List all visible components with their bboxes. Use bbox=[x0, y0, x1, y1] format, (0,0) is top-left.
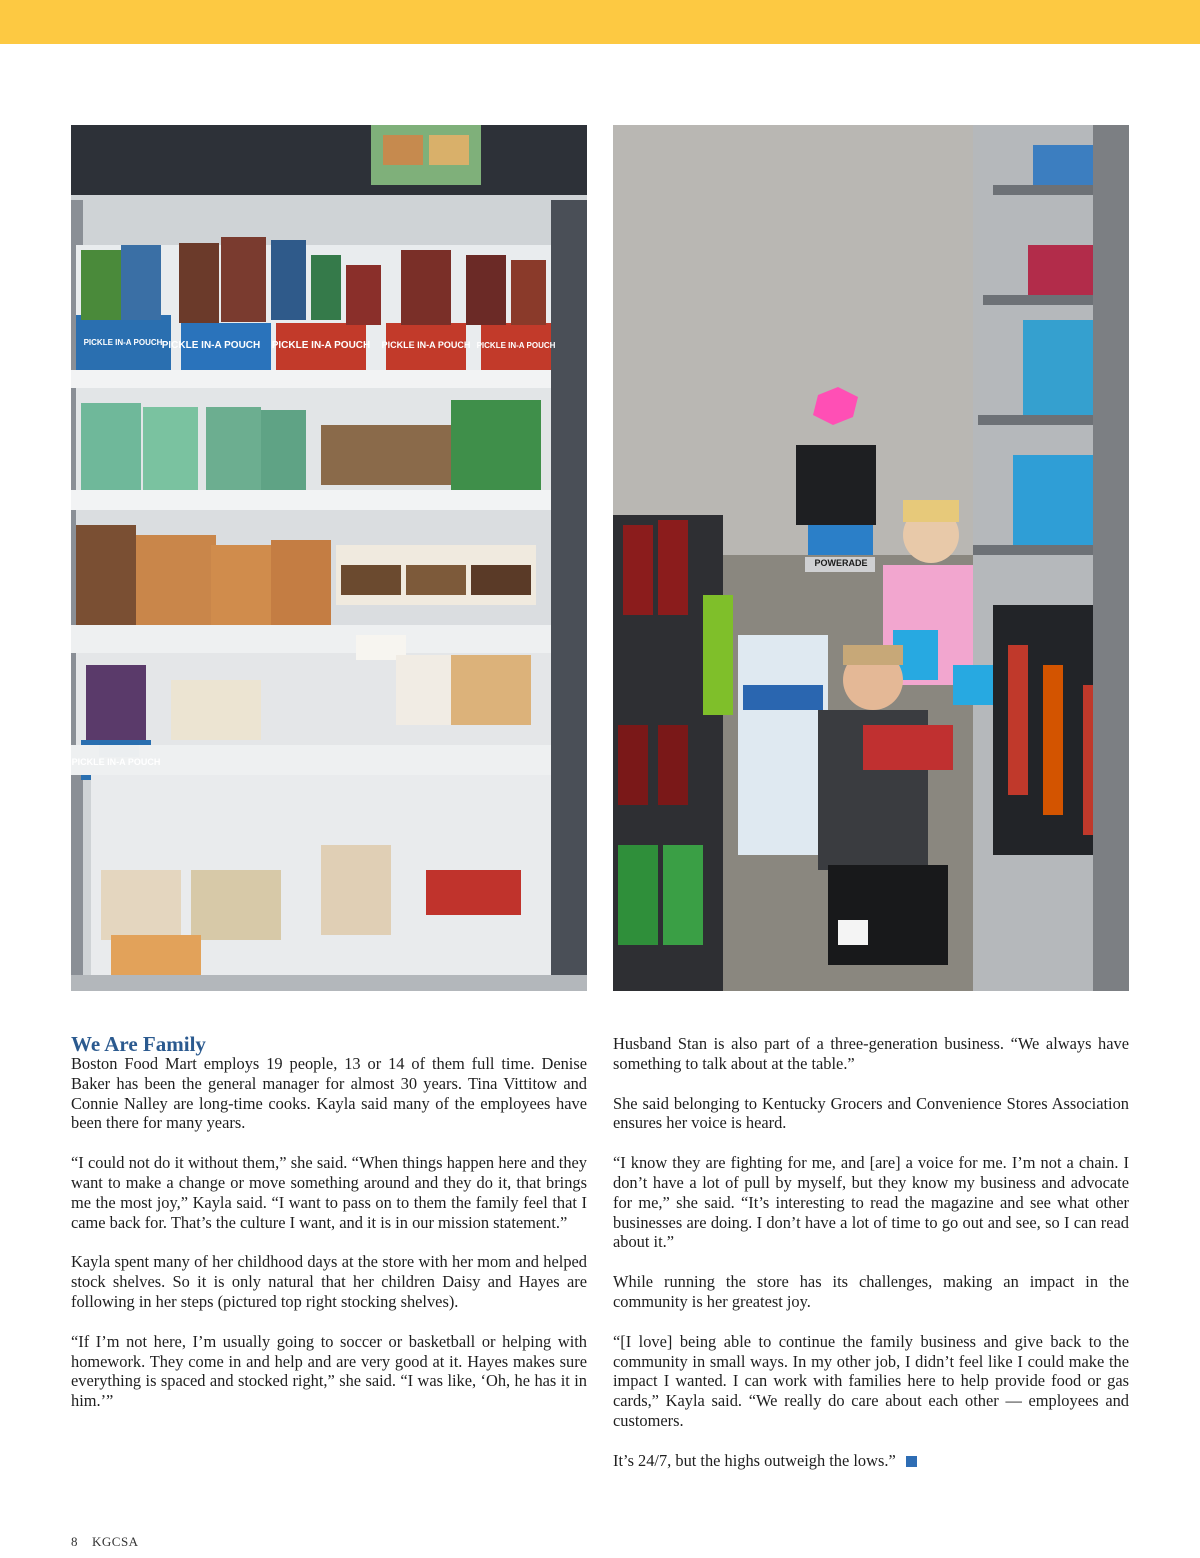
photo-sign-text: PICKLE IN-A POUCH bbox=[71, 757, 161, 767]
body-paragraph: “If I’m not here, I’m usually going to soccer or basketball or helping with homework. They come in and help and are very good at it. Hayes makes sure everything is spaced and stocked right,” she said. “I was like, ‘Oh, he has it in him.’” bbox=[71, 1331, 587, 1411]
body-paragraph: Boston Food Mart employs 19 people, 13 or 14 of them full time. Denise Baker has been the general manager for almost 30 years. Tina Vittitow and Connie Nalley are long-time cooks. Kayla said many of the employees have been there for many years. bbox=[71, 1054, 587, 1133]
photo-sign-text: POWERADE bbox=[814, 558, 868, 568]
article-column-left bbox=[71, 1034, 587, 1431]
closing-paragraph bbox=[613, 1451, 1129, 1471]
photo-sign-text: PICKLE IN-A POUCH bbox=[381, 340, 471, 350]
photo-sign-text: PICKLE IN-A POUCH bbox=[271, 340, 371, 351]
body-paragraph: “I know they are fighting for me, and [are] a voice for me. I’m not a chain. I don’t have a lot of pull by myself, but they know my business and advocate for me,” she said. “It’s interesting to read the magazine and see what other businesses are doing. I don’t have a lot of time to go out and see, so I can read about it.” bbox=[613, 1153, 1129, 1252]
body-paragraph: While running the store has its challenges, making an impact in the community is her greatest joy. bbox=[613, 1272, 1129, 1311]
page-footer bbox=[71, 1534, 153, 1550]
photo-sign-text: PICKLE IN-A POUCH bbox=[83, 338, 163, 347]
page-number: 8 bbox=[71, 1534, 78, 1549]
body-paragraph: “[I love] being able to continue the family business and give back to the community in small ways. In my other job, I didn’t feel like I could make the impact I wanted. I can work with families here to help provide food or gas cards,” Kayla said. “We really do care about each other — employees and customers. bbox=[613, 1331, 1129, 1430]
photo-sign-text: PICKLE IN-A POUCH bbox=[161, 340, 261, 351]
body-paragraph: She said belonging to Kentucky Grocers and Convenience Stores Association ensures her voice is heard. bbox=[613, 1093, 1129, 1133]
body-paragraph: “I could not do it without them,” she said. “When things happen here and they want to make a change or move something around and they do it, that brings me the most joy,” Kayla said. “I want to pass on to them the family feel that I came back for. That’s the culture I want, and it is in our mission statement.” bbox=[71, 1153, 587, 1232]
section-heading: We Are Family bbox=[71, 1032, 206, 1056]
closing-line: It’s 24/7, but the highs outweigh the lows.” bbox=[613, 1450, 896, 1470]
body-paragraph: Kayla spent many of her childhood days at the store with her mom and helped stock shelves. So it is only natural that her children Daisy and Hayes are following in her steps (pictured top right stocking shelves). bbox=[71, 1252, 587, 1311]
photo-sign-text: PICKLE IN-A POUCH bbox=[476, 341, 556, 350]
photo-stockroom-children bbox=[613, 125, 1129, 991]
publication-name: KGCSA bbox=[92, 1534, 139, 1549]
end-of-story-icon bbox=[906, 1456, 917, 1467]
body-paragraph: Husband Stan is also part of a three-generation business. “We always have something to talk about at the table.” bbox=[613, 1034, 1129, 1073]
top-color-band bbox=[0, 0, 1200, 44]
article-column-right bbox=[613, 1034, 1129, 1491]
photo-refrigerated-case bbox=[71, 125, 587, 991]
